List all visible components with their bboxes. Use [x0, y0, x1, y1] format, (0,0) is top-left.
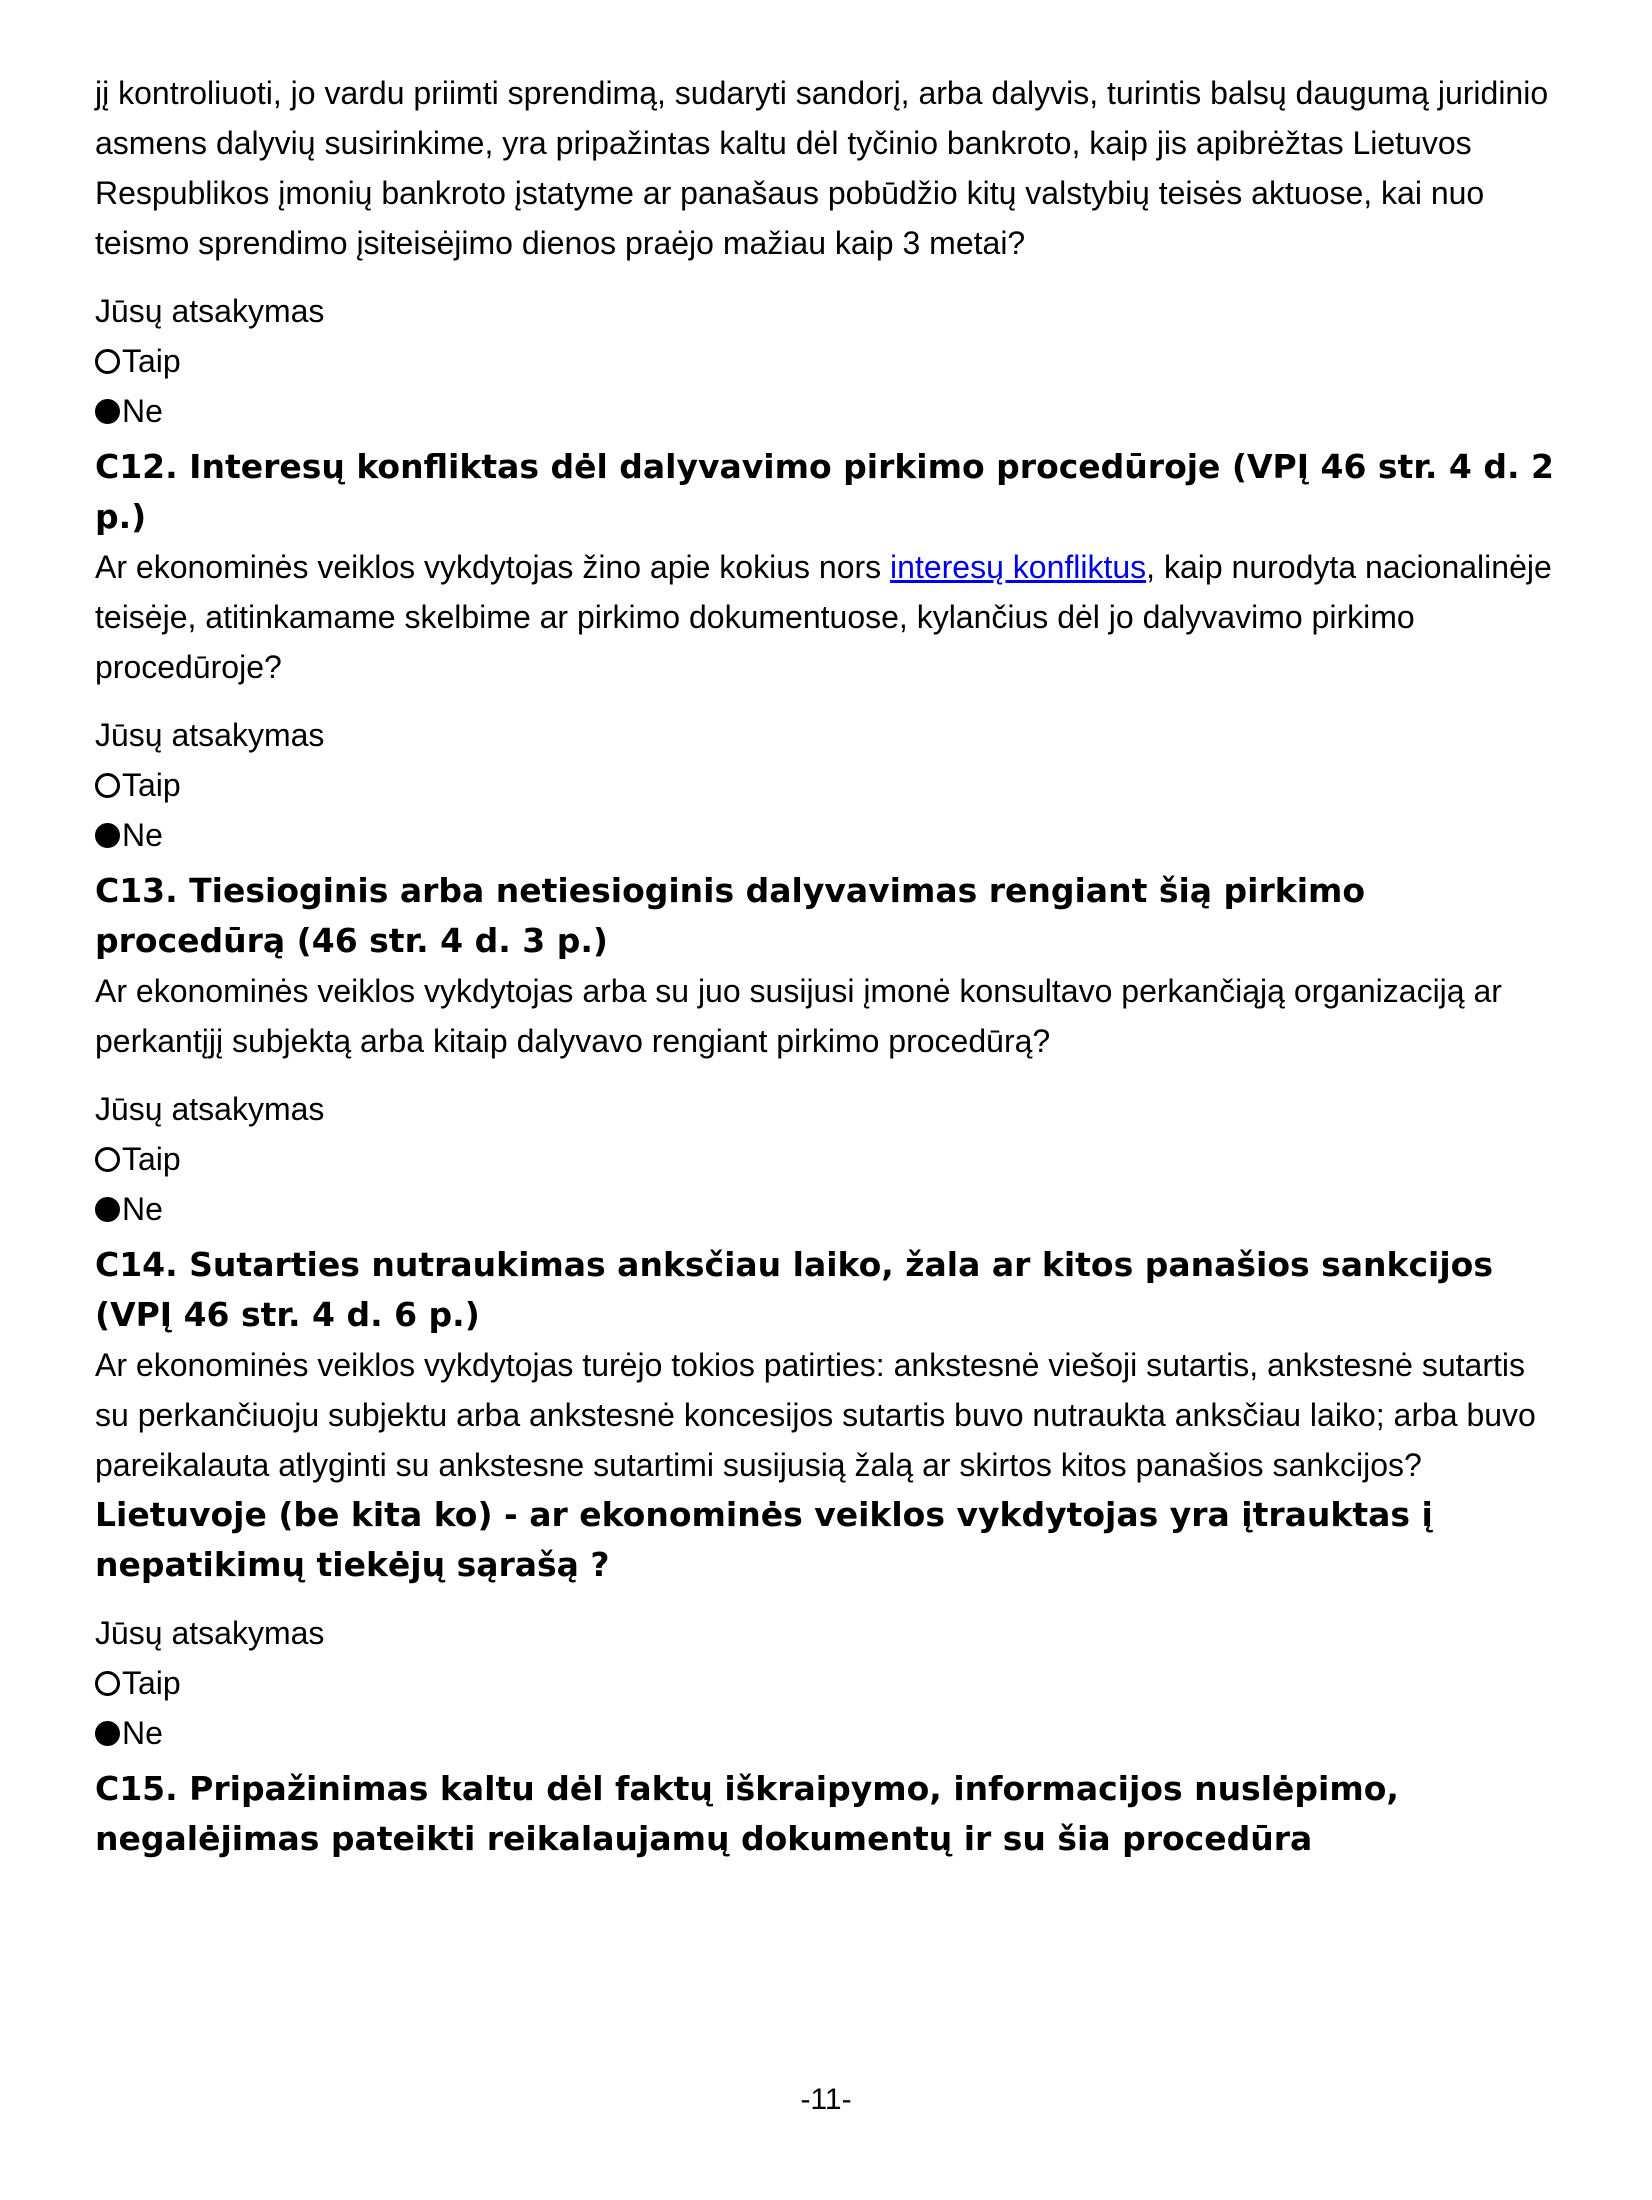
- radio-option-label: Ne: [122, 393, 163, 429]
- answer-block-1: [95, 286, 1557, 436]
- radio-option-taip[interactable]: [95, 1134, 1557, 1184]
- radio-unselected-icon[interactable]: [95, 1671, 120, 1696]
- radio-unselected-icon[interactable]: [95, 1147, 120, 1172]
- radio-option-label: Ne: [122, 1191, 163, 1227]
- section-heading-c13: C13. Tiesioginis arba netiesioginis dalyvavimas rengiant šią pirkimo procedūrą (46 str. 4 d. 3 p.): [95, 871, 1366, 960]
- page-number: -11-: [800, 2083, 852, 2116]
- radio-option-ne[interactable]: [95, 1184, 1557, 1234]
- radio-selected-icon[interactable]: [95, 1721, 120, 1746]
- radio-option-ne[interactable]: [95, 1708, 1557, 1758]
- radio-option-taip[interactable]: [95, 760, 1557, 810]
- answer-block-2: [95, 710, 1557, 860]
- radio-selected-icon[interactable]: [95, 1197, 120, 1222]
- radio-option-taip[interactable]: [95, 1658, 1557, 1708]
- section-heading-c15: C15. Pripažinimas kaltu dėl faktų iškraipymo, informacijos nuslėpimo, negalėjimas pateikti reikalaujamų dokumentų ir su šia procedūra: [95, 1769, 1399, 1858]
- radio-selected-icon[interactable]: [95, 823, 120, 848]
- section-body-c12: [95, 542, 1557, 692]
- answer-label: Jūsų atsakymas: [95, 293, 325, 329]
- section-heading-c12: C12. Interesų konfliktas dėl dalyvavimo pirkimo procedūroje (VPĮ 46 str. 4 d. 2 p.): [95, 447, 1554, 536]
- radio-option-label: Ne: [122, 1715, 163, 1751]
- answer-label: Jūsų atsakymas: [95, 1615, 325, 1651]
- radio-unselected-icon[interactable]: [95, 349, 120, 374]
- radio-option-ne[interactable]: [95, 810, 1557, 860]
- radio-option-taip[interactable]: [95, 336, 1557, 386]
- radio-option-label: Taip: [122, 343, 181, 379]
- radio-option-label: Ne: [122, 817, 163, 853]
- answer-block-3: [95, 1084, 1557, 1234]
- section-heading-c14: C14. Sutarties nutraukimas anksčiau laiko, žala ar kitos panašios sankcijos (VPĮ 46 str. 4 d. 6 p.): [95, 1245, 1493, 1334]
- c12-body-before-link: Ar ekonominės veiklos vykdytojas žino apie kokius nors: [95, 549, 891, 585]
- section-body-c13: Ar ekonominės veiklos vykdytojas arba su juo susijusi įmonė konsultavo perkančiąją organizaciją ar perkantįjį subjektą arba kitaip dalyvavo rengiant pirkimo procedūrą?: [95, 973, 1502, 1059]
- c12-body-after-link: , kaip nurodyta nacionalinėje teisėje, atitinkamame skelbime ar pirkimo dokumentuose, kylančius dėl jo dalyvavimo pirkimo procedūroje?: [95, 549, 1552, 685]
- radio-selected-icon[interactable]: [95, 399, 120, 424]
- c14-lithuania-bold-note: Lietuvoje (be kita ko) - ar ekonominės veiklos vykdytojas yra įtrauktas į nepatikimų tiekėjų sąrašą ?: [95, 1495, 1433, 1584]
- interest-conflict-link[interactable]: interesų konfliktus: [890, 549, 1147, 585]
- intro-paragraph: jį kontroliuoti, jo vardu priimti sprendimą, sudaryti sandorį, arba dalyvis, turintis balsų daugumą juridinio asmens dalyvių susirinkime, yra pripažintas kaltu dėl tyčinio bankroto, kaip jis apibrėžtas Lietuvos Respublikos įmonių bankroto įstatyme ar panašaus pobūdžio kitų valstybių teisės aktuose, kai nuo teismo sprendimo įsiteisėjimo dienos praėjo mažiau kaip 3 metai?: [95, 75, 1549, 261]
- radio-option-ne[interactable]: [95, 386, 1557, 436]
- radio-option-label: Taip: [122, 1141, 181, 1177]
- radio-option-label: Taip: [122, 1665, 181, 1701]
- answer-block-4: [95, 1608, 1557, 1758]
- answer-label: Jūsų atsakymas: [95, 717, 325, 753]
- section-body-c14: Ar ekonominės veiklos vykdytojas turėjo tokios patirties: ankstesnė viešoji sutartis, ankstesnė sutartis su perkančiuoju subjektu arba ankstesnė koncesijos sutartis buvo nutraukta anksčiau laiko; arba buvo pareikalauta atlyginti su ankstesne sutartimi susijusią žalą ar skirtos kitos panašios sankcijos?: [95, 1347, 1536, 1483]
- answer-label: Jūsų atsakymas: [95, 1091, 325, 1127]
- radio-unselected-icon[interactable]: [95, 773, 120, 798]
- radio-option-label: Taip: [122, 767, 181, 803]
